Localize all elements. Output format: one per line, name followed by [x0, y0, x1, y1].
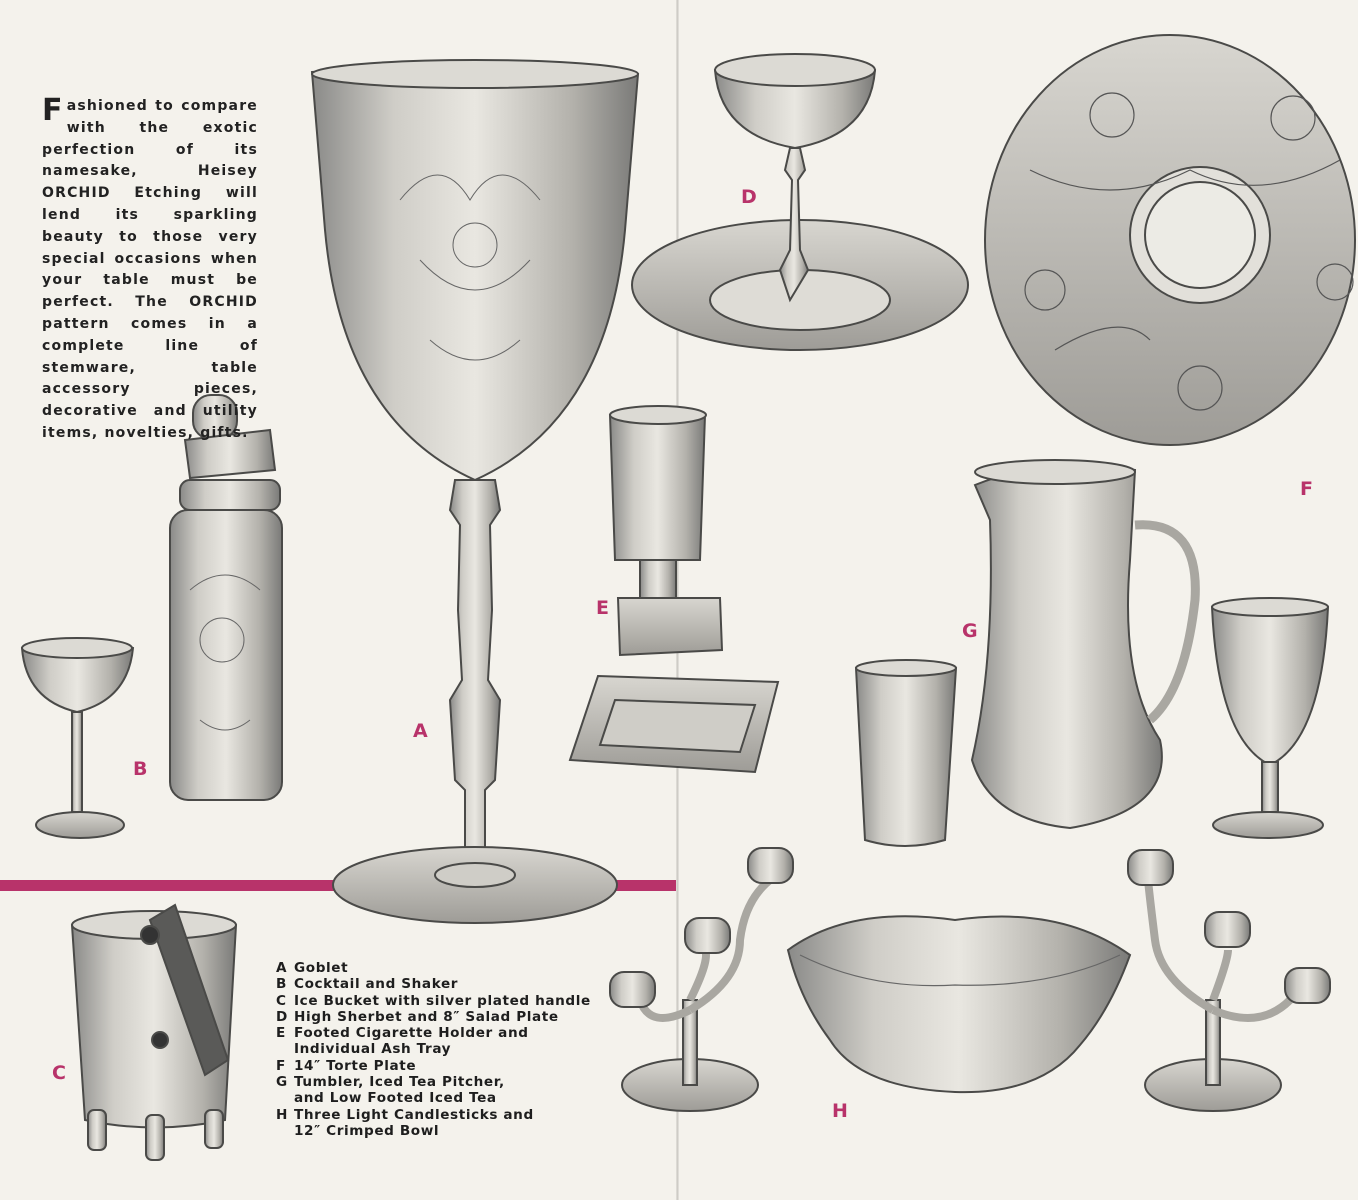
legend-row-h	[276, 1107, 596, 1140]
cocktail-glass-illustration	[22, 638, 133, 838]
label-a: A	[413, 720, 428, 742]
intro-text: ashioned to compare with the exotic perfection of its namesake, Heisey ORCHID Etching will lend its sparkling beauty to those very special occasions when your table must be perfect. The ORCHID pattern comes in a complete line of stemware, table accessory pieces, decorative and utility items, novelties, gifts.	[42, 98, 258, 441]
goblet-illustration	[312, 60, 638, 923]
iced-tea-pitcher-illustration	[972, 460, 1195, 828]
legend-row-c	[276, 993, 596, 1009]
legend-row-a	[276, 960, 596, 976]
legend-text: Footed Cigarette Holder and Individual Ash Tray	[294, 1025, 529, 1058]
item-legend	[276, 960, 596, 1139]
tumbler-illustration	[856, 660, 956, 846]
label-g: G	[962, 620, 978, 642]
torte-plate-illustration	[985, 35, 1355, 445]
legend-row-f	[276, 1058, 596, 1074]
legend-row-b	[276, 976, 596, 992]
legend-key: B	[276, 976, 287, 993]
legend-text: Cocktail and Shaker	[294, 976, 459, 993]
legend-key: D	[276, 1008, 288, 1025]
sherbet-and-plate-illustration	[632, 54, 968, 350]
legend-text: Three Light Candlesticks and 12″ Crimped Bowl	[294, 1106, 534, 1139]
legend-row-e	[276, 1025, 596, 1058]
candlestick-left-illustration	[610, 848, 793, 1111]
intro-paragraph	[42, 93, 258, 445]
legend-row-g	[276, 1074, 596, 1107]
label-h: H	[832, 1100, 848, 1122]
label-c: C	[52, 1062, 66, 1084]
cigarette-holder-illustration	[610, 406, 722, 655]
legend-text: 14″ Torte Plate	[294, 1057, 417, 1074]
intro-dropcap: F	[42, 93, 64, 128]
legend-text: Ice Bucket with silver plated handle	[294, 992, 591, 1009]
legend-key: E	[276, 1025, 286, 1042]
legend-key: F	[276, 1057, 286, 1074]
label-f: F	[1300, 478, 1313, 500]
candlestick-right-illustration	[1128, 850, 1330, 1111]
crimped-bowl-illustration	[788, 916, 1130, 1092]
legend-text: High Sherbet and 8″ Salad Plate	[294, 1008, 559, 1025]
legend-key: H	[276, 1106, 288, 1123]
footed-iced-tea-illustration	[1212, 598, 1328, 838]
ice-bucket-illustration	[72, 905, 236, 1160]
legend-text: Tumbler, Iced Tea Pitcher, and Low Footed Iced Tea	[294, 1074, 505, 1107]
legend-key: A	[276, 960, 288, 976]
legend-text: Goblet	[294, 960, 349, 976]
label-e: E	[596, 597, 609, 619]
label-d: D	[741, 186, 757, 208]
legend-key: C	[276, 992, 287, 1009]
ash-tray-illustration	[570, 676, 778, 772]
legend-row-d	[276, 1009, 596, 1025]
label-b: B	[133, 758, 148, 780]
legend-key: G	[276, 1074, 288, 1091]
cocktail-shaker-illustration	[170, 395, 282, 800]
